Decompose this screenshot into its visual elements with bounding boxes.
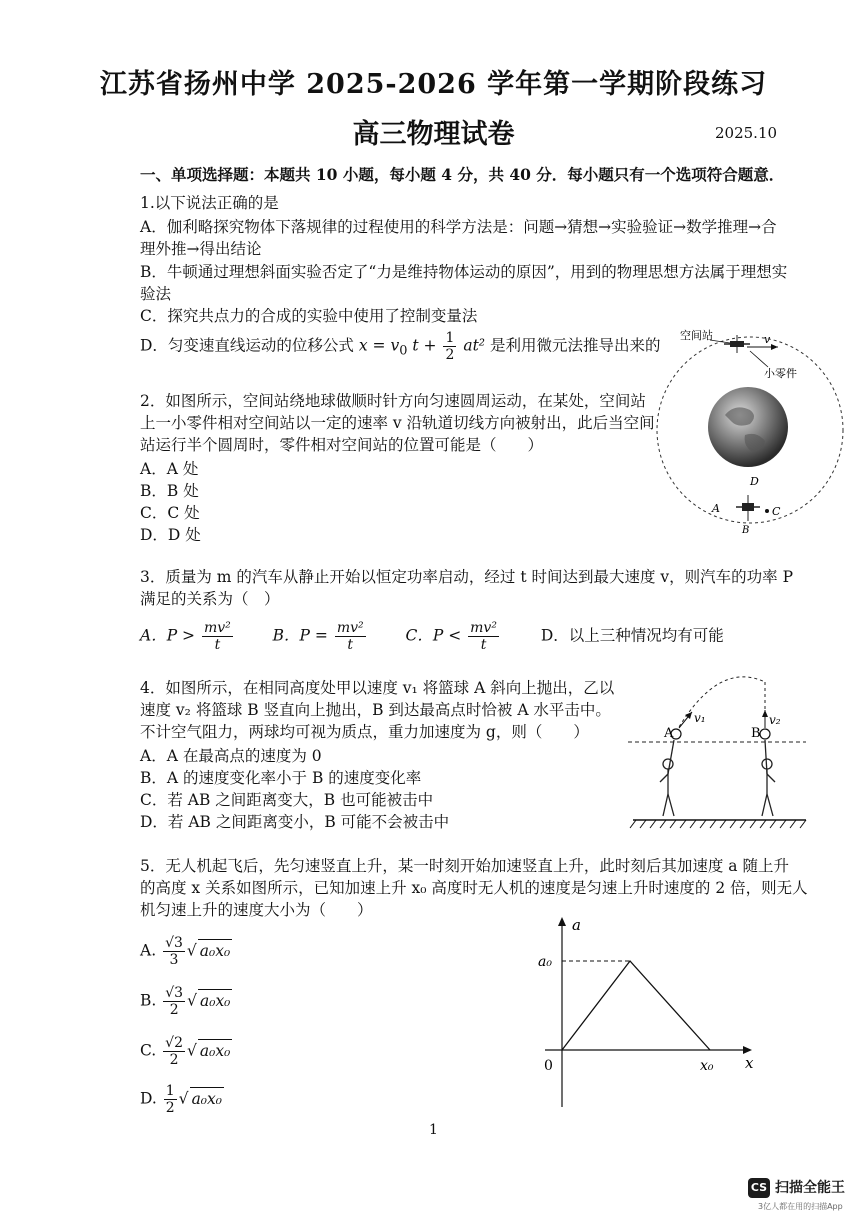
a-x-curve [562, 961, 710, 1050]
player-jia [660, 740, 674, 816]
q5-d-den: 2 [165, 1100, 175, 1116]
q1-d-fraction [443, 330, 456, 363]
q4-option-b: B．A 的速度变化率小于 B 的速度变化率 [140, 769, 422, 787]
station-bottom [736, 495, 760, 521]
station-leader [710, 340, 730, 343]
q1-d-suffix: 是利用微元法推导出来的 [489, 336, 661, 355]
q1-d-formula-mid: t + [412, 336, 437, 355]
q3-a-fraction [202, 620, 233, 653]
label-a: A [664, 726, 674, 741]
q5-a-num: √3 [165, 935, 183, 951]
q5-line-3: 机匀速上升的速度大小为（ ） [140, 901, 373, 919]
q5-option-b: B. $\frac{√3}{2}$ √ a₀x₀ [140, 985, 231, 1018]
q5-b-num: √3 [165, 985, 184, 1001]
q5-d-fraction [164, 1083, 177, 1116]
q1-option-d [140, 330, 660, 363]
q3-b-fraction [335, 620, 366, 653]
q3-c-num: mv² [470, 620, 497, 636]
q2-option-c: C．C 处 [140, 504, 200, 522]
scanner-app-tagline: 3亿人都在用的扫描App [758, 1202, 843, 1211]
x0-label: x₀ [700, 1058, 714, 1074]
a0-label: a₀ [538, 954, 552, 970]
q5-c-label: C. [140, 1041, 157, 1060]
point-b-label: B [742, 525, 750, 536]
ground-hatch [630, 820, 806, 828]
label-v1: v₁ [694, 711, 706, 725]
q5-a-den: 3 [169, 952, 179, 968]
earth [708, 387, 788, 467]
origin-label: 0 [544, 1058, 553, 1074]
section-heading: 一、单项选择题：本题共 10 小题，每小题 4 分，共 40 分．每小题只有一个选项符合题意． [140, 165, 785, 184]
q3-line-2: 满足的关系为（ ） [140, 590, 280, 608]
q3-b-den: t [347, 637, 354, 653]
q4-option-d: D．若 AB 之间距离变小，B 可能不会被击中 [140, 813, 450, 831]
q1-d-formula-left: x = v [358, 336, 400, 355]
scanner-app-icon: CS [748, 1178, 770, 1198]
q5-d-num: 1 [165, 1083, 175, 1099]
q1-d-frac-den: 2 [445, 347, 455, 363]
q3-line-1: 3．质量为 m 的汽车从静止开始以恒定功率启动，经过 t 时间达到最大速度 v，则汽车的功率 P [140, 568, 794, 586]
part-label: 小零件 [764, 367, 797, 380]
q5-b-den: 2 [169, 1002, 179, 1018]
q1-d-formula-right: at² [463, 336, 486, 355]
player-yi [762, 740, 775, 816]
q5-option-a: A. $\frac{√3}{3}$ √ a₀x₀ [140, 935, 231, 968]
q5-option-c: C. $\frac{√2}{2}$ √ a₀x₀ [140, 1035, 231, 1068]
q1-option-a: A．伽利略探究物体下落规律的过程使用的科学方法是：问题→猜想→实验验证→数学推理→合 [140, 218, 777, 236]
q5-a-label: A. [140, 941, 157, 960]
q3-c-fraction [468, 620, 499, 653]
part-leader [750, 351, 768, 367]
v2-arrowhead [762, 710, 768, 717]
x-axis-label: x [745, 1054, 754, 1072]
q1-option-a-cont: 理外推→得出结论 [140, 240, 262, 258]
v1-arrowhead [685, 712, 692, 719]
y-axis-arrow [558, 917, 566, 926]
x-axis-arrow [743, 1046, 752, 1054]
point-a-label: A [712, 502, 720, 515]
q1-stem: 1.以下说法正确的是 [140, 194, 279, 212]
trajectory-a [676, 677, 765, 732]
q3-a-num: mv² [203, 620, 231, 636]
q3-a-den: t [214, 637, 221, 653]
station-label: 空间站 [680, 329, 713, 342]
q5-b-fraction [163, 985, 185, 1018]
q3-option-c: C．P < [405, 626, 462, 645]
q5-graph [530, 912, 765, 1112]
q5-line-1: 5．无人机起飞后，先匀速竖直上升，某一时刻开始加速竖直上升，此时刻后其加速度 a 随上升 [140, 857, 789, 875]
y-axis-label: a [572, 916, 581, 934]
q3-option-d: D．以上三种情况均有可能 [540, 626, 724, 645]
page-number: 1 [429, 1122, 438, 1138]
q5-d-label: D. [140, 1089, 157, 1108]
q5-c-fraction [163, 1035, 185, 1068]
label-b: B [751, 726, 761, 741]
q1-d-prefix: D．匀变速直线运动的位移公式 [140, 336, 354, 355]
q1-d-frac-num: 1 [445, 330, 455, 346]
scanner-app-name: 扫描全能王 [775, 1180, 845, 1196]
q2-line-1: 2．如图所示，空间站绕地球做顺时针方向匀速圆周运动，在某处，空间站 [140, 392, 646, 410]
q5-a-radicand: a₀x₀ [198, 939, 232, 962]
exam-subtitle: 高三物理试卷 [352, 119, 515, 150]
point-c-label: C [772, 505, 781, 518]
point-d-label: D [750, 475, 759, 488]
q5-c-num: √2 [165, 1035, 183, 1051]
exam-date: 2025.10 [715, 124, 778, 142]
q4-line-3: 不计空气阻力，两球均可视为质点，重力加速度为 g，则（ ） [140, 723, 589, 741]
point-c-dot [765, 509, 769, 513]
page-title: 江苏省扬州中学 2025-2026 学年第一学期阶段练习 [99, 69, 768, 100]
q1-d-formula-sub: 0 [399, 343, 408, 359]
q5-b-label: B. [140, 991, 157, 1010]
q3-options [140, 620, 724, 653]
q2-orbit-figure [650, 325, 850, 540]
q3-option-a: A．P > [140, 626, 196, 645]
q5-c-den: 2 [169, 1052, 179, 1068]
q3-option-b: B．P = [272, 626, 328, 645]
station-top [724, 335, 750, 353]
label-v2: v₂ [769, 713, 781, 727]
q2-line-3: 站运行半个圆周时，零件相对空间站的位置可能是（ ） [140, 436, 544, 454]
q4-line-1: 4．如图所示，在相同高度处甲以速度 v₁ 将篮球 A 斜向上抛出，乙以 [140, 679, 615, 697]
velocity-arrowhead [771, 344, 778, 350]
q4-option-c: C．若 AB 之间距离变大，B 也可能被击中 [140, 791, 434, 809]
q5-line-2: 的高度 x 关系如图所示，已知加速上升 x₀ 高度时无人机的速度是匀速上升时速度的 2 倍，则无人 [140, 879, 808, 897]
q1-option-b: B．牛顿通过理想斜面实验否定了“力是维持物体运动的原因”，用到的物理思想方法属于理想实 [140, 263, 788, 281]
scanner-watermark [748, 1178, 858, 1218]
q5-c-radicand: a₀x₀ [198, 1039, 232, 1062]
q5-a-fraction [163, 935, 185, 968]
velocity-label: v [764, 333, 771, 346]
q4-basketball-figure [628, 670, 808, 835]
q1-option-c: C．探究共点力的合成的实验中使用了控制变量法 [140, 307, 478, 325]
q3-b-num: mv² [336, 620, 364, 636]
q5-option-d: D. $\frac{1}{2}$ √ a₀x₀ [140, 1083, 222, 1116]
q2-option-b: B．B 处 [140, 482, 199, 500]
q2-option-a: A．A 处 [140, 460, 199, 478]
q2-option-d: D．D 处 [140, 526, 201, 544]
q4-option-a: A．A 在最高点的速度为 0 [140, 747, 322, 765]
q1-option-b-cont: 验法 [140, 285, 172, 303]
q3-c-den: t [480, 637, 487, 653]
q2-line-2: 上一小零件相对空间站以一定的速率 v 沿轨道切线方向被射出，此后当空间 [140, 414, 655, 432]
q5-b-radicand: a₀x₀ [198, 989, 232, 1012]
q4-line-2: 速度 v₂ 将篮球 B 竖直向上抛出，B 到达最高点时恰被 A 水平击中。 [140, 701, 611, 719]
q5-d-radicand: a₀x₀ [190, 1087, 224, 1110]
ball-b [760, 729, 770, 739]
